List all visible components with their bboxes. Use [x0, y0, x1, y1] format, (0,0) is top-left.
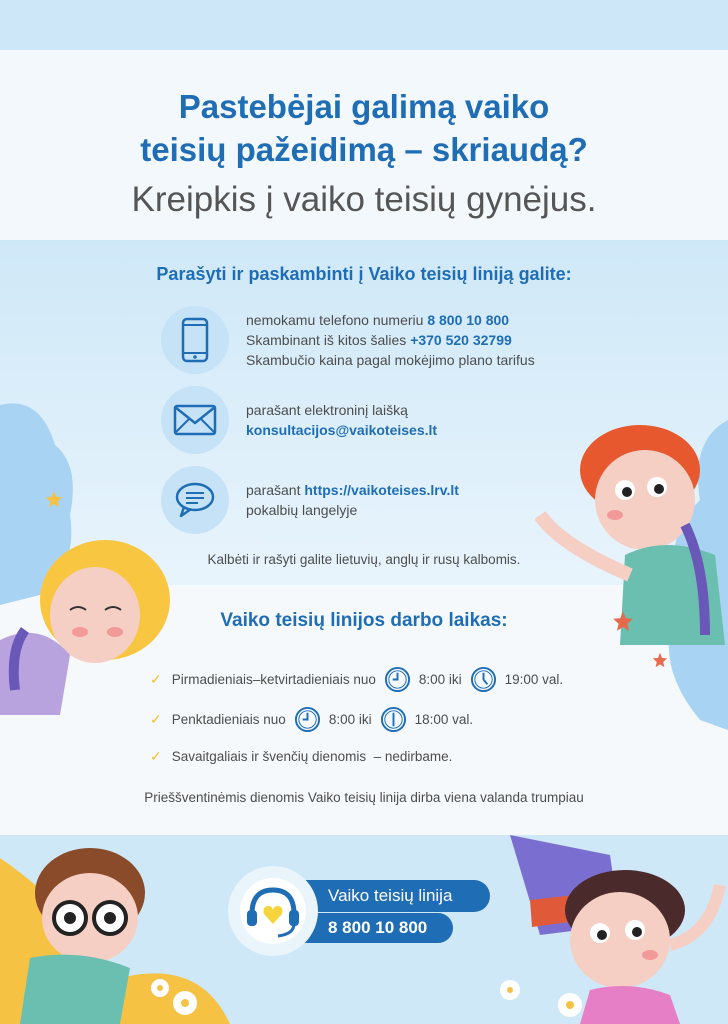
- chat-line-1-label: parašant: [246, 482, 305, 498]
- international-phone-number[interactable]: +370 520 32799: [410, 332, 512, 348]
- phone-line-1: [246, 310, 535, 330]
- hours-days-label: Savaitgaliais ir švenčių dienomis – nedirbame.: [171, 748, 453, 764]
- hours-from: 8:00 iki: [418, 671, 462, 687]
- title-line-2: teisių pažeidimą – skriaudą?: [140, 131, 588, 168]
- hours-heading: Vaiko teisių linijos darbo laikas:: [220, 610, 508, 631]
- chat-line-2: pokalbių langelyje: [246, 502, 358, 518]
- email-address-link[interactable]: konsultacijos@vaikoteises.lt: [246, 422, 438, 438]
- hours-row-friday: [150, 704, 473, 734]
- holiday-note: Prieššventinėmis dienomis Vaiko teisių linija dirba viena valanda trumpiau: [144, 790, 584, 805]
- free-phone-number[interactable]: 8 800 10 800: [427, 312, 510, 328]
- chat-icon-circle: [161, 466, 229, 534]
- phone-icon-circle: [161, 306, 229, 374]
- chat-bubble-icon: [174, 481, 216, 519]
- hours-row-weekend: [150, 741, 452, 771]
- hotline-logo: [228, 866, 318, 956]
- check-icon: ✓: [150, 670, 162, 687]
- envelope-icon: [173, 404, 217, 436]
- email-address-line: [246, 420, 437, 440]
- hours-row-mon-thu: [150, 664, 563, 694]
- phone-contact-text: [246, 310, 535, 370]
- contact-heading: Parašyti ir paskambinti į Vaiko teisių liniją galite:: [156, 264, 572, 284]
- languages-text: Kalbėti ir rašyti galite lietuvių, anglų ir rusų kalbomis.: [207, 552, 521, 567]
- email-icon-circle: [161, 386, 229, 454]
- page-subtitle: Kreipkis į vaiko teisių gynėjus.: [131, 180, 597, 219]
- check-icon: ✓: [150, 747, 162, 764]
- headset-heart-icon: [238, 876, 308, 946]
- hours-days-label: Penktadieniais nuo: [171, 711, 286, 727]
- email-line-1: parašant elektroninį laišką: [246, 402, 408, 418]
- phone-line-3: Skambučio kaina pagal mokėjimo plano tarifus: [246, 352, 535, 368]
- email-contact-text: [246, 400, 437, 440]
- title-line-1: Pastebėjai galimą vaiko: [178, 88, 550, 125]
- hotline-phone-badge[interactable]: 8 800 10 800: [300, 913, 453, 943]
- clock-icon: [294, 706, 321, 733]
- hours-to: 18:00 val.: [414, 711, 474, 727]
- phone-line-2: [246, 330, 535, 350]
- clock-icon: [380, 706, 407, 733]
- phone-icon: [181, 317, 209, 363]
- website-link[interactable]: https://vaikoteises.lrv.lt: [304, 482, 459, 498]
- chat-line-1: [246, 480, 459, 500]
- top-band: [0, 0, 728, 50]
- page-title: [0, 85, 728, 171]
- star-icon: [45, 490, 63, 508]
- phone-line-2-label: Skambinant iš kitos šalies: [246, 332, 411, 348]
- phone-line-1-label: nemokamu telefono numeriu: [246, 312, 428, 328]
- hours-days-label: Pirmadieniais–ketvirtadieniais nuo: [171, 671, 376, 687]
- clock-icon: [470, 666, 497, 693]
- girl-witch-hat-illustration: [470, 815, 728, 1024]
- boy-glasses-illustration: [0, 838, 230, 1024]
- clock-icon: [384, 666, 411, 693]
- hotline-name-badge: Vaiko teisių linija: [300, 880, 490, 912]
- hours-to: 19:00 val.: [504, 671, 564, 687]
- chat-contact-text: [246, 480, 459, 520]
- star-icon: [652, 652, 668, 668]
- check-icon: ✓: [150, 710, 162, 727]
- hours-from: 8:00 iki: [328, 711, 372, 727]
